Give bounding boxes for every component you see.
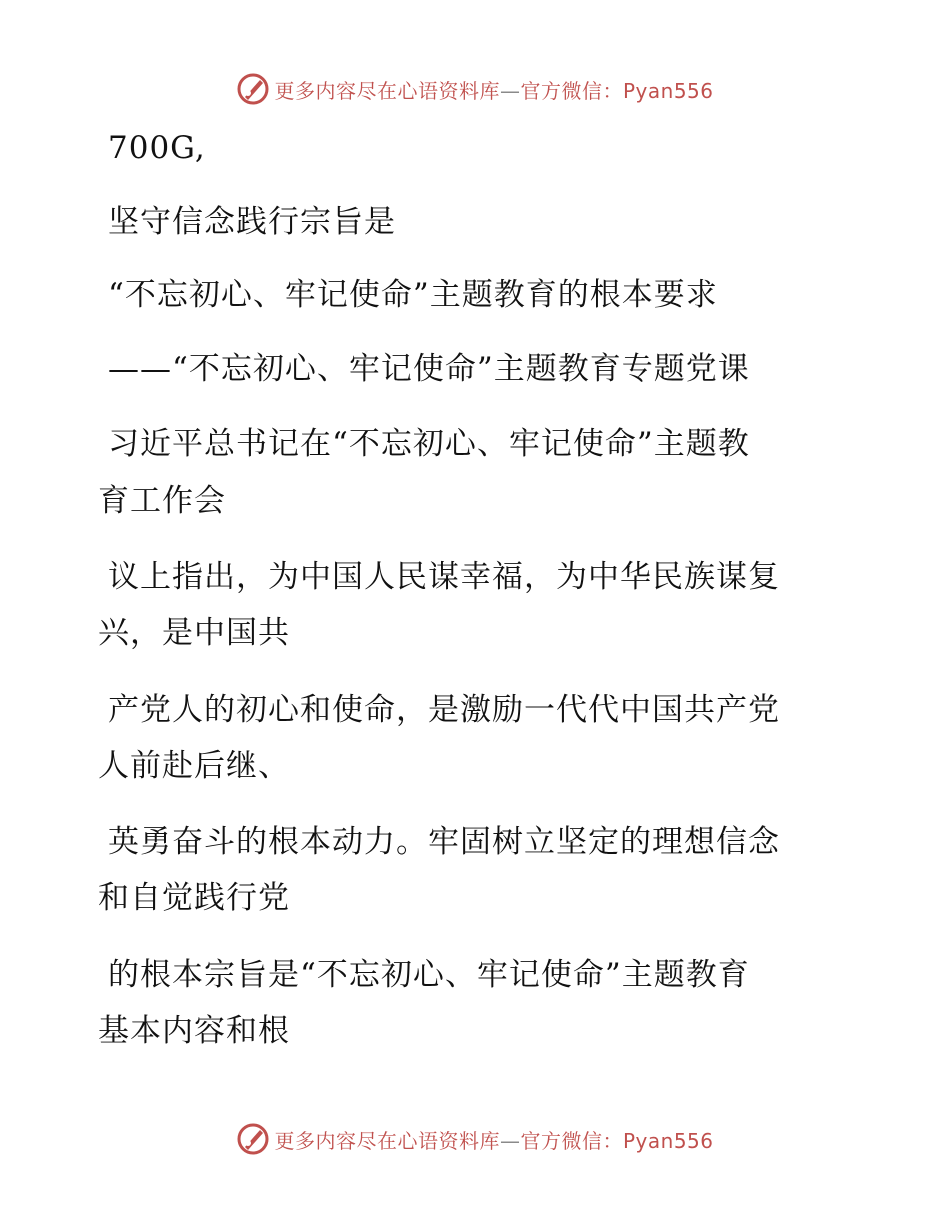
document-subtitle: ——“不忘初心、牢记使命”主题教育专题党课 xyxy=(108,351,750,387)
text-line: 的根本宗旨是“不忘初心、牢记使命”主题教育 xyxy=(108,957,750,993)
text-line: 议上指出，为中国人民谋幸福，为中华民族谋复 xyxy=(108,559,780,595)
text-line: 和自觉践行党 xyxy=(98,880,290,916)
pen-logo-icon xyxy=(236,72,270,106)
text-line: 产党人的初心和使命，是激励一代代中国共产党 xyxy=(108,692,780,728)
text-line: 兴，是中国共 xyxy=(98,615,290,651)
text-line: 基本内容和根 xyxy=(98,1013,290,1049)
text-line: 700G, xyxy=(108,130,206,166)
document-title-line-2: “不忘初心、牢记使命”主题教育的根本要求 xyxy=(108,277,718,313)
text-line: 人前赴后继、 xyxy=(98,748,290,784)
text-line: 英勇奋斗的根本动力。牢固树立坚定的理想信念 xyxy=(108,824,780,860)
banner-text: 更多内容尽在心语资料库—官方微信：Pyan556 xyxy=(274,78,714,103)
text-line: 育工作会 xyxy=(98,483,226,519)
document-title: 坚守信念践行宗旨是 xyxy=(108,204,396,240)
pen-logo-icon xyxy=(236,1122,270,1156)
header-banner xyxy=(0,72,950,106)
footer-banner xyxy=(0,1122,950,1156)
banner-text: 更多内容尽在心语资料库—官方微信：Pyan556 xyxy=(274,1128,714,1153)
text-line: 习近平总书记在“不忘初心、牢记使命”主题教 xyxy=(108,426,750,462)
